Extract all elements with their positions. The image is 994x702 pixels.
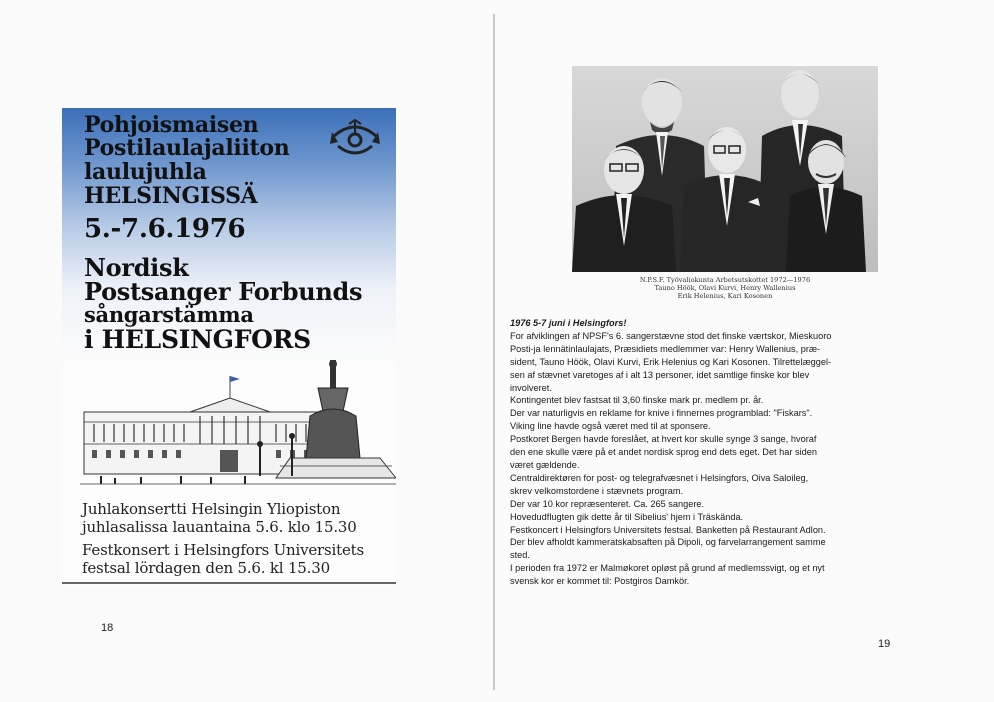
page-number-right: 19 bbox=[878, 638, 891, 650]
body-line: Der var 10 kor repræsenteret. Ca. 265 sangere. bbox=[510, 498, 705, 509]
group-photo bbox=[572, 66, 878, 272]
poster-swedish-line: i HELSINGFORS bbox=[84, 325, 311, 354]
body-line: sen af stævnet varetoges af i alt 13 personer, idet samtlige finske kor blev bbox=[510, 369, 810, 380]
book-spine bbox=[493, 14, 495, 690]
body-line: svensk kor er kommet til: Postgiros Damkör. bbox=[510, 576, 690, 587]
body-line: Postkoret Bergen havde foreslået, at hvert kor skulle synge 3 sange, hvoraf bbox=[510, 434, 817, 445]
body-line: Der var naturligvis en reklame for knive i finnernes programblad: "Fiskars". bbox=[510, 408, 813, 419]
body-line: Centraldirektøren for post- og telegrafvæsnet i Helsingfors, Oiva Saloileg, bbox=[510, 472, 809, 483]
body-line: Viking line havde også været med til at sponsere. bbox=[510, 421, 711, 432]
body-line: Der blev afholdt kammeratskabsaften på Dipoli, og farvelarrangement samme bbox=[510, 537, 826, 548]
left-page bbox=[0, 0, 493, 702]
body-line: Hovedudflugten gik dette år til Sibelius' hjem i Träskända. bbox=[510, 511, 744, 522]
body-line: sted. bbox=[510, 550, 530, 561]
poster-footer-line: festsal lördagen den 5.6. kl 15.30 bbox=[82, 559, 330, 577]
photo-caption-line: Erik Helenius, Kari Kosonen bbox=[677, 292, 773, 300]
article-text bbox=[510, 317, 890, 588]
poster-swedish-line: Postsanger Forbunds bbox=[84, 277, 363, 306]
poster-dates: 5.-7.6.1976 bbox=[84, 214, 246, 244]
poster-title-line: Pohjoismaisen bbox=[84, 112, 259, 138]
body-line: skrev velkomstordene i stævnets program. bbox=[510, 485, 684, 496]
poster-swedish-line: sångarstämma bbox=[84, 302, 254, 327]
photo-caption-line: Tauno Höök, Olavi Kurvi, Henry Wallenius bbox=[654, 284, 796, 292]
poster-footer-line: Juhlakonsertti Helsingin Yliopiston bbox=[82, 500, 341, 518]
poster-footer-line: Festkonsert i Helsingfors Universitets bbox=[82, 541, 364, 559]
body-line: involveret. bbox=[510, 382, 552, 393]
poster-title-line: Postilaulajaliiton bbox=[84, 135, 290, 161]
body-line: den ene skulle være på et andet nordisk sprog end dets eget. Det har siden bbox=[510, 447, 817, 458]
body-line: Kontingentet blev fastsat til 3,60 finske mark pr. medlem pr. år. bbox=[510, 395, 764, 406]
university-building-illustration bbox=[80, 358, 396, 488]
body-line: Festkoncert i Helsingfors Universitets festsal. Banketten på Restaurant Adlon. bbox=[510, 524, 826, 535]
poster-title-line: laulujuhla bbox=[84, 159, 207, 185]
right-page bbox=[496, 0, 994, 702]
page-number-left: 18 bbox=[101, 622, 114, 634]
body-line: været gældende. bbox=[510, 459, 580, 470]
poster-footer-line: juhlasalissa lauantaina 5.6. klo 15.30 bbox=[82, 518, 357, 536]
poster-swedish-line: Nordisk bbox=[84, 253, 189, 282]
festival-poster bbox=[62, 108, 396, 586]
body-line: sident, Tauno Höök, Olavi Kurvi, Erik Helenius og Kari Kosonen. Tilrettelæggel- bbox=[510, 356, 832, 367]
body-line: Posti-ja lennätinlaulajats, Præsidiets medlemmer var: Henry Wallenius, præ- bbox=[510, 343, 821, 354]
body-line: For afviklingen af NPSF's 6. sangerstævne stod det finske værtskor, Mieskuoro bbox=[510, 330, 832, 341]
article-heading: 1976 5-7 juni i Helsingfors! bbox=[510, 318, 627, 328]
body-line: I perioden fra 1972 er Malmøkoret opløst på grund af medlemssvigt, og et nyt bbox=[510, 563, 825, 574]
poster-title-line: HELSINGISSÄ bbox=[84, 183, 258, 209]
post-horn-logo-icon bbox=[328, 116, 382, 164]
poster-bottom-rule bbox=[62, 582, 396, 584]
photo-caption-line: N.P.S.F. Työvaliokunta Arbetsutskottet 1972—1976 bbox=[639, 276, 811, 284]
